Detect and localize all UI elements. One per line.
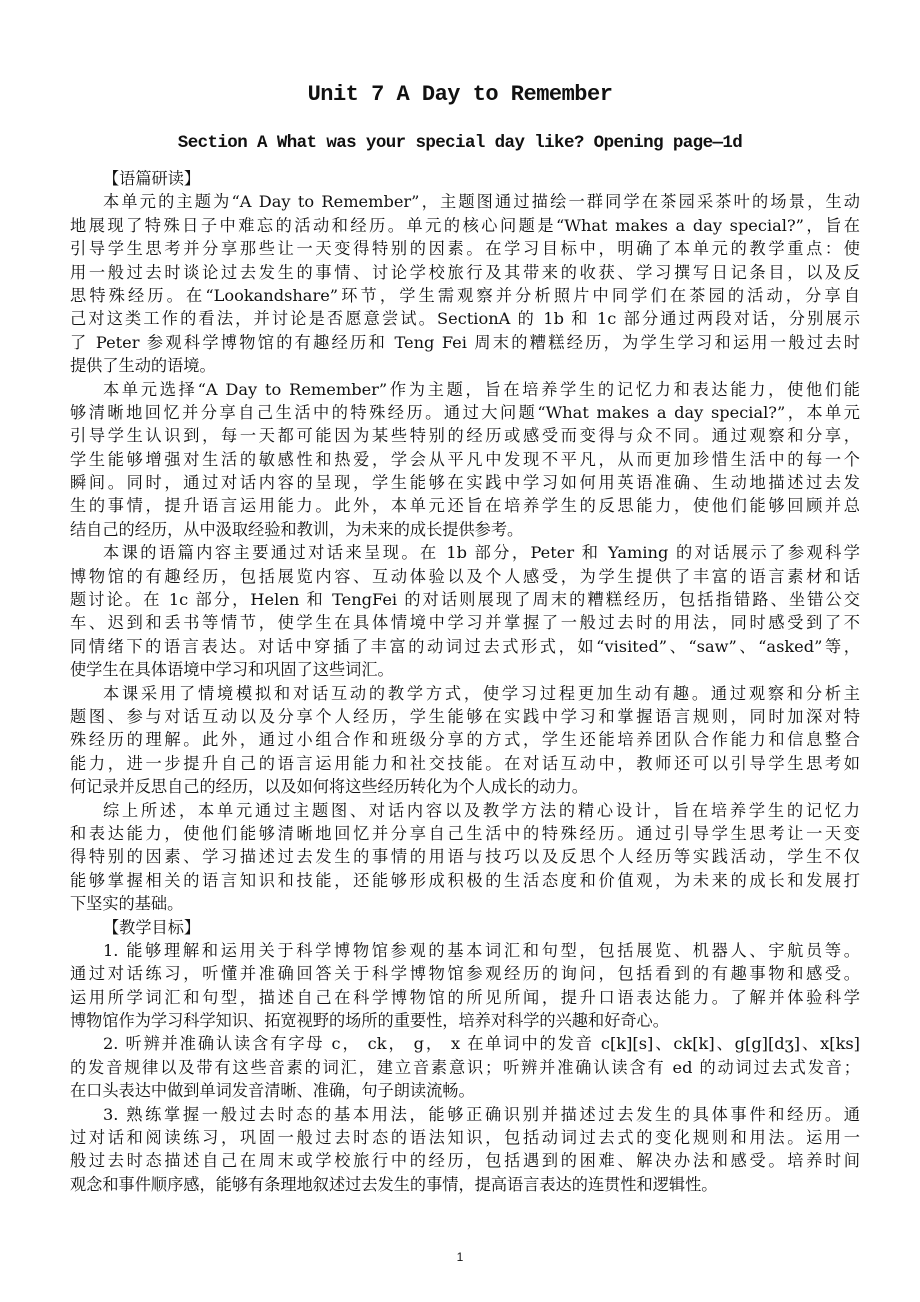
paragraph-line: 结自己的经历，从中汲取经验和教训，为未来的成长提供参考。 xyxy=(70,519,524,539)
section-heading-reading: 【语篇研读】 xyxy=(103,169,201,188)
paragraph xyxy=(70,682,860,799)
page-number: 1 xyxy=(456,1250,464,1264)
paragraph-line: 题讨论。在 1c 部分，Helen 和 TengFei 的对话则展现了周末的糟糕经历，包括指错路、坐错公交 xyxy=(70,590,860,610)
paragraph-line: 生的事情，提升语言运用能力。此外，本单元还旨在培养学生的反思能力，使他们能够回顾并总 xyxy=(70,496,860,516)
paragraph-line: 何记录并反思自己的经历，以及如何将这些经历转化为个人成长的动力。 xyxy=(70,777,588,797)
paragraph-line: 综上所述，本单元通过主题图、对话内容以及教学方法的精心设计，旨在培养学生的记忆力 xyxy=(103,800,860,820)
paragraph-line: 使学生在具体语境中学习和巩固了这些词汇。 xyxy=(70,660,394,680)
objective-line: 在口头表达中做到单词发音清晰、准确，句子朗读流畅。 xyxy=(70,1081,475,1101)
paragraph-line: 瞬间。同时，通过对话内容的呈现，学生能够在实践中学习如何用英语准确、生动地描述过去发 xyxy=(70,473,860,493)
paragraph xyxy=(70,541,860,681)
paragraph-line: 能够掌握相关的语言知识和技能，还能够形成积极的生活态度和价值观，为未来的成长和发展打 xyxy=(70,870,860,890)
section-reading xyxy=(70,167,860,916)
paragraph-line: 同情绪下的语言表达。对话中穿插了丰富的动词过去式形式，如“visited”、“saw”、“asked”等， xyxy=(70,636,860,656)
paragraph-line: 殊经历的理解。此外，通过小组合作和班级分享的方式，学生还能培养团队合作能力和信息整合 xyxy=(70,730,860,750)
paragraph-line: 博物馆的有趣经历，包括展览内容、互动体验以及个人感受，为学生提供了丰富的语言素材和话 xyxy=(70,566,860,586)
paragraph-line: 本单元的主题为“A Day to Remember”，主题图通过描绘一群同学在茶园采茶叶的场景，生动 xyxy=(103,192,860,212)
objective-line: 的发音规律以及带有这些音素的词汇，建立音素意识；听辨并准确认读含有 ed 的动词过去式发音； xyxy=(70,1057,860,1077)
objective-item xyxy=(70,939,860,1033)
paragraph-line: 用一般过去时谈论过去发生的事情、讨论学校旅行及其带来的收获、学习撰写日记条目，以及反 xyxy=(70,262,860,282)
objective-line: 3. 熟练掌握一般过去时态的基本用法，能够正确识别并描述过去发生的具体事件和经历。通 xyxy=(103,1104,860,1124)
objective-line: 运用所学词汇和句型，描述自己在科学博物馆的所见所闻，提升口语表达能力。了解并体验科学 xyxy=(70,987,860,1007)
paragraph-line: 引导学生思考并分享那些让一天变得特别的因素。在学习目标中，明确了本单元的教学重点：使 xyxy=(70,239,860,259)
objective-line: 般过去时态描述自己在周末或学校旅行中的经历，包括遇到的困难、解决办法和感受。培养时间 xyxy=(70,1151,860,1171)
objective-line: 2. 听辨并准确认读含有字母 c， ck， g， x 在单词中的发音 c[k][s]、ck[k]、g[g][dʒ]、x[ks] xyxy=(103,1034,860,1054)
paragraph xyxy=(70,190,860,377)
paragraph-line: 能力，进一步提升自己的语言运用能力和社交技能。在对话互动中，教师还可以引导学生思考如 xyxy=(70,753,860,773)
paragraph-line: 了 Peter 参观科学博物馆的有趣经历和 Teng Fei 周末的糟糕经历，为学生学习和运用一般过去时 xyxy=(70,332,860,352)
paragraph-line: 和表达能力，使他们能够清晰地回忆并分享自己生活中的特殊经历。通过引导学生思考让一天变 xyxy=(70,823,860,843)
document-body xyxy=(70,167,860,1196)
paragraph-line: 地展现了特殊日子中难忘的活动和经历。单元的核心问题是“What makes a day special?”，旨在 xyxy=(70,215,860,235)
paragraph-line: 提供了生动的语境。 xyxy=(70,356,216,376)
paragraph-line: 思特殊经历。在“Lookandshare”环节，学生需观察并分析照片中同学们在茶园的活动，分享自 xyxy=(70,285,860,305)
objective-item xyxy=(70,1103,860,1197)
objective-line: 通过对话练习，听懂并准确回答关于科学博物馆参观经历的询问，包括看到的有趣事物和感受。 xyxy=(70,964,860,984)
paragraph-line: 题图、参与对话互动以及分享个人经历，学生能够在实践中学习和掌握语言规则，同时加深对特 xyxy=(70,706,860,726)
objective-line: 1. 能够理解和运用关于科学博物馆参观的基本词汇和句型，包括展览、机器人、宇航员等。 xyxy=(103,940,860,960)
objective-line: 过对话和阅读练习，巩固一般过去时态的语法知识，包括动词过去式的变化规则和用法。运用一 xyxy=(70,1128,860,1148)
section-heading-objectives: 【教学目标】 xyxy=(103,917,201,937)
paragraph-line: 引导学生认识到，每一天都可能因为某些特别的经历或感受而变得与众不同。通过观察和分享， xyxy=(70,426,860,446)
paragraph-line: 学生能够增强对生活的敏感性和热爱，学会从平凡中发现不平凡，从而更加珍惜生活中的每一个 xyxy=(70,449,860,469)
paragraph xyxy=(70,799,860,916)
objective-line: 观念和事件顺序感，能够有条理地叙述过去发生的事情，提高语言表达的连贯性和逻辑性。 xyxy=(70,1174,718,1194)
paragraph-line: 本课采用了情境模拟和对话互动的教学方式，使学习过程更加生动有趣。通过观察和分析主 xyxy=(103,683,860,703)
paragraph xyxy=(70,378,860,542)
paragraph-line: 本单元选择“A Day to Remember”作为主题，旨在培养学生的记忆力和表达能力，使他们能 xyxy=(103,379,860,399)
objective-item xyxy=(70,1032,860,1102)
document-subtitle: Section A What was your special day like? Opening page—1d xyxy=(177,133,743,153)
section-objectives xyxy=(70,916,860,1197)
paragraph-line: 车、迟到和丢书等情节，使学生在具体情境中学习并掌握了一般过去时的用法，同时感受到了不 xyxy=(70,613,860,633)
paragraph-line: 得特别的因素、学习描述过去发生的事情的用语与技巧以及反思个人经历等实践活动，学生不仅 xyxy=(70,847,860,867)
document-title: Unit 7 A Day to Remember xyxy=(307,82,613,107)
paragraph-line: 下坚实的基础。 xyxy=(70,894,184,914)
paragraph-line: 本课的语篇内容主要通过对话来呈现。在 1b 部分，Peter 和 Yaming 的对话展示了参观科学 xyxy=(103,543,860,563)
paragraph-line: 己对这类工作的看法，并讨论是否愿意尝试。SectionA 的 1b 和 1c 部分通过两段对话，分别展示 xyxy=(70,309,860,329)
paragraph-line: 够清晰地回忆并分享自己生活中的特殊经历。通过大问题“What makes a day special?”，本单元 xyxy=(70,402,860,422)
objective-line: 博物馆作为学习科学知识、拓宽视野的场所的重要性，培养对科学的兴趣和好奇心。 xyxy=(70,1011,669,1031)
